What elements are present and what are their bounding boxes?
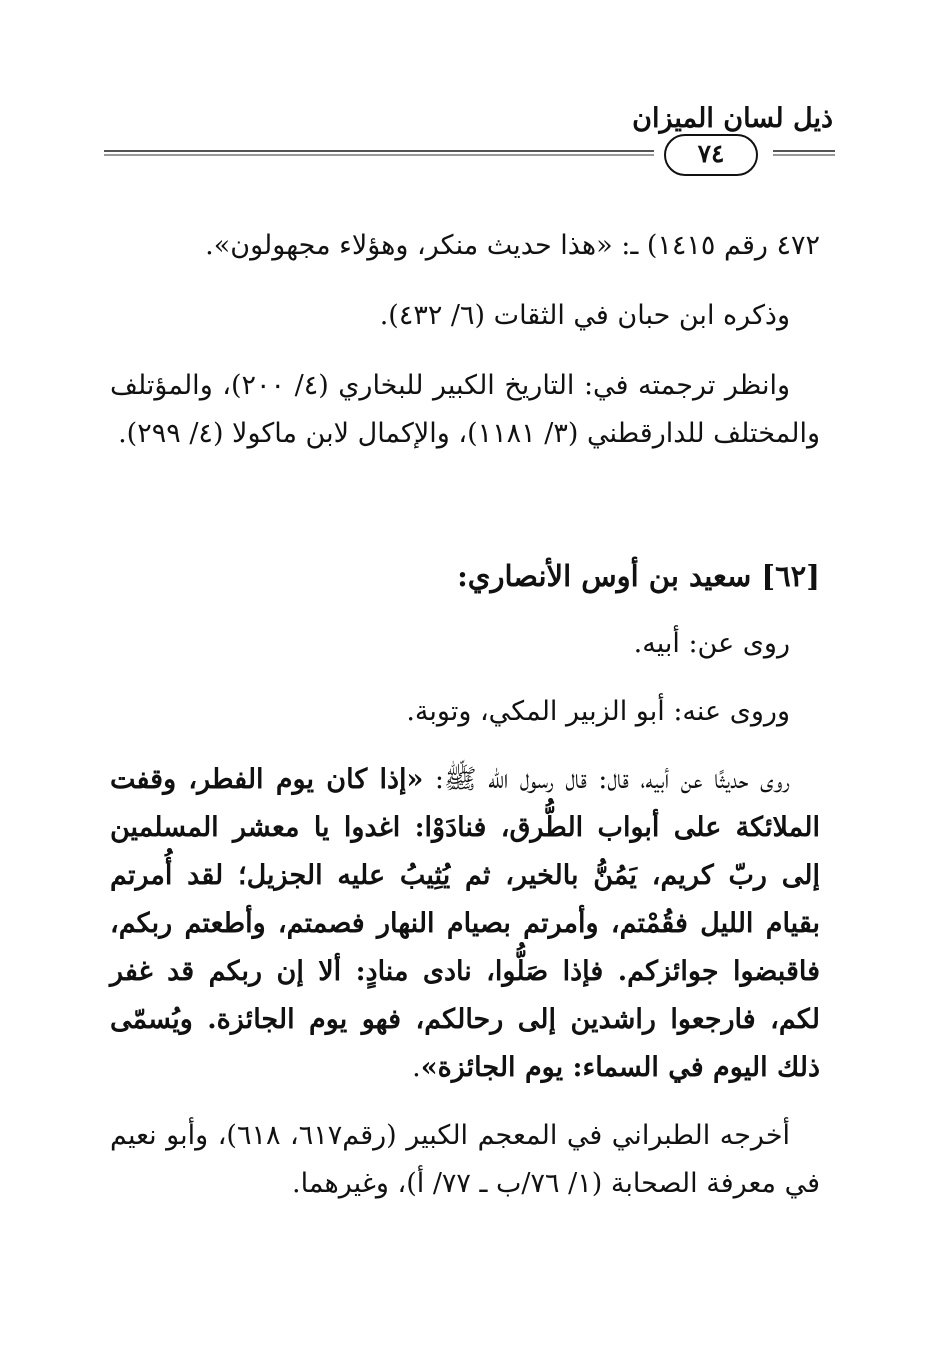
header-rule-left: [104, 150, 654, 156]
paragraph-narrated-from: روى عن: أبيه.: [633, 628, 790, 659]
paragraph-takhrij: أخرجه الطبراني في المعجم الكبير (رقم٦١٧، ٦١٨)، وأبو نعيم في معرفة الصحابة (١/ ٧٦/ب ـ ٧٧/ أ)، وغيرهما.: [110, 1120, 820, 1199]
paragraph-ibn-hibban: وذكره ابن حبان في الثقات (٦/ ٤٣٢).: [379, 300, 790, 331]
section-previous-entry: [110, 222, 820, 458]
hadith-end: .: [412, 1052, 421, 1083]
page-number: ٧٤: [664, 134, 758, 176]
running-title: ذيل لسان الميزان: [632, 103, 833, 134]
paragraph-narrators-from-him: وروى عنه: أبو الزبير المكي، وتوبة.: [406, 696, 790, 727]
hadith-text: «إذا كان يوم الفطر، وقفت الملائكة على أبواب الطُّرق، فنادَوْا: اغدوا يا معشر المسلمين إلى ربّ كريم، يَمُنُّ بالخير، ثم يُثِيبُ عليه الجزيل؛ لقد أُمرتم بقيام الليل فقُمْتم، وأمرتم بصيام النهار فصمتم، وأطعتم ربكم، فاقبضوا جوائزكم. فإذا صَلُّوا، نادى منادٍ: ألا إن ربكم قد غفر لكم، فارجعوا راشدين إلى رحالكم، فهو يوم الجائزة. ويُسمّى ذلك اليوم في السماء: يوم الجائزة»: [110, 764, 820, 1083]
paragraph-citation-end: ٤٧٢ رقم ١٤١٥) ـ: «هذا حديث منكر، وهؤلاء مجهولون».: [205, 230, 820, 261]
section-entry-62: [110, 552, 820, 1208]
header-rule-right: [773, 150, 835, 156]
paragraph-see-also: وانظر ترجمته في: التاريخ الكبير للبخاري (٤/ ٢٠٠)، والمؤتلف والمختلف للدارقطني (٣/ ١١٨١)، والإكمال لابن ماكولا (٤/ ٢٩٩).: [110, 370, 820, 449]
entry-heading: [٦٢] سعيد بن أوس الأنصاري:: [457, 559, 820, 593]
hadith-intro: روى حديثًا عن أبيه، قال: قال رسول الله ﷺ:: [423, 764, 790, 795]
paragraph-hadith: [110, 756, 820, 1092]
